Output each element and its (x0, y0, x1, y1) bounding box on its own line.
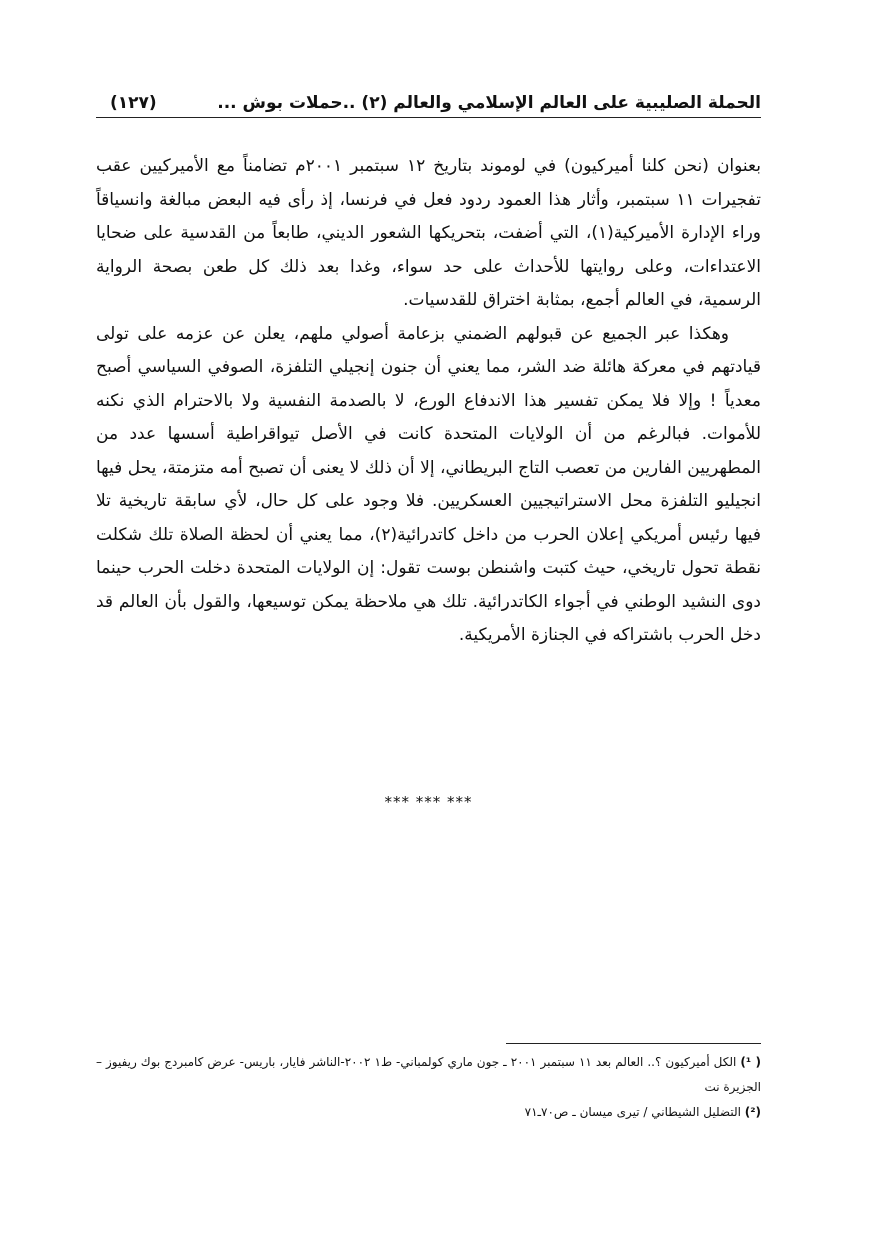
document-page (96, 0, 761, 1240)
footnote-1 (96, 1050, 761, 1100)
paragraph-2: وهكذا عبر الجميع عن قبولهم الضمني بزعامة أصولي ملهم، يعلن عن عزمه على تولى قيادتهم في معركة هائلة ضد الشر، مما يعني أن جنون إنجيلي التلفزة، الصوفي السياسي أصبح معدياً ! وإلا فلا يمكن تفسير هذا الاندفاع الورع، لا بالصدمة النفسية ولا بالاحترام الذي نكنه للأموات. فبالرغم من أن الولايات المتحدة كانت في الأصل تيواقراطية أسسها عدد من المطهريين الفارين من تعصب التاج البريطاني، إلا أن ذلك لا يعنى أن تصبح أمه متزمتة، يحل فيها انجيليو التلفزة محل الاستراتيجيين العسكريين. فلا وجود على كل حال، لأي سابقة تاريخية تلا فيها رئيس أمريكي إعلان الحرب من داخل كاتدرائية(٢)، مما يعني أن لحظة الصلاة تلك شكلت نقطة تحول تاريخي، حيث كتبت واشنطن بوست تقول: إن الولايات المتحدة دخلت الحرب حينما دوى النشيد الوطني في أجواء الكاتدرائية. تلك هي ملاحظة يمكن توسيعها، والقول بأن العالم قد دخل الحرب باشتراكه في الجنازة الأمريكية. (96, 323, 761, 645)
footnote-divider (506, 1043, 761, 1044)
footnotes (96, 1050, 761, 1125)
running-header (96, 88, 761, 118)
section-separator: *** *** *** (384, 793, 473, 811)
footnote-2-mark: (²) (744, 1105, 761, 1119)
footnote-1-text: الكل أميركيون ؟.. العالم بعد ١١ سبتمبر ٢٠٠١ ـ جون ماري كولمباني- ط١ ٢٠٠٢-الناشر فايار، باريس- عرض كامبردج بوك ريفيوز – الجزيرة نت (96, 1055, 761, 1094)
paragraph-1: بعنوان (نحن كلنا أميركيون) في لوموند بتاريخ ١٢ سبتمبر ٢٠٠١م تضامناً مع الأميركيين عقب تفجيرات ١١ سبتمبر، وأثار هذا العمود ردود فعل في فرنسا، إذ رأى فيه البعض مبالغة وانسياقاً وراء الإدارة الأميركية(١)، التي أضفت، بتحريكها الشعور الديني، طابعاً من القدسية على ضحايا الاعتداءات، وعلى روايتها للأحداث على حد سواء، وغدا بعد ذلك كل طعن بصحة الرواية الرسمية، في العالم أجمع، بمثابة اختراق للقدسيات. (96, 156, 761, 310)
running-title: الحملة الصليبية على العالم الإسلامي والعالم (٢) ..حملات بوش ... (217, 93, 761, 113)
footnote-1-mark: ( ¹) (740, 1055, 761, 1069)
body-text (96, 150, 761, 653)
footnote-2 (96, 1100, 761, 1125)
footnote-2-text: التضليل الشيطاني / تيرى ميسان ـ ص٧٠ـ٧١ (524, 1105, 741, 1119)
page-number: (١٢٧) (110, 93, 157, 113)
